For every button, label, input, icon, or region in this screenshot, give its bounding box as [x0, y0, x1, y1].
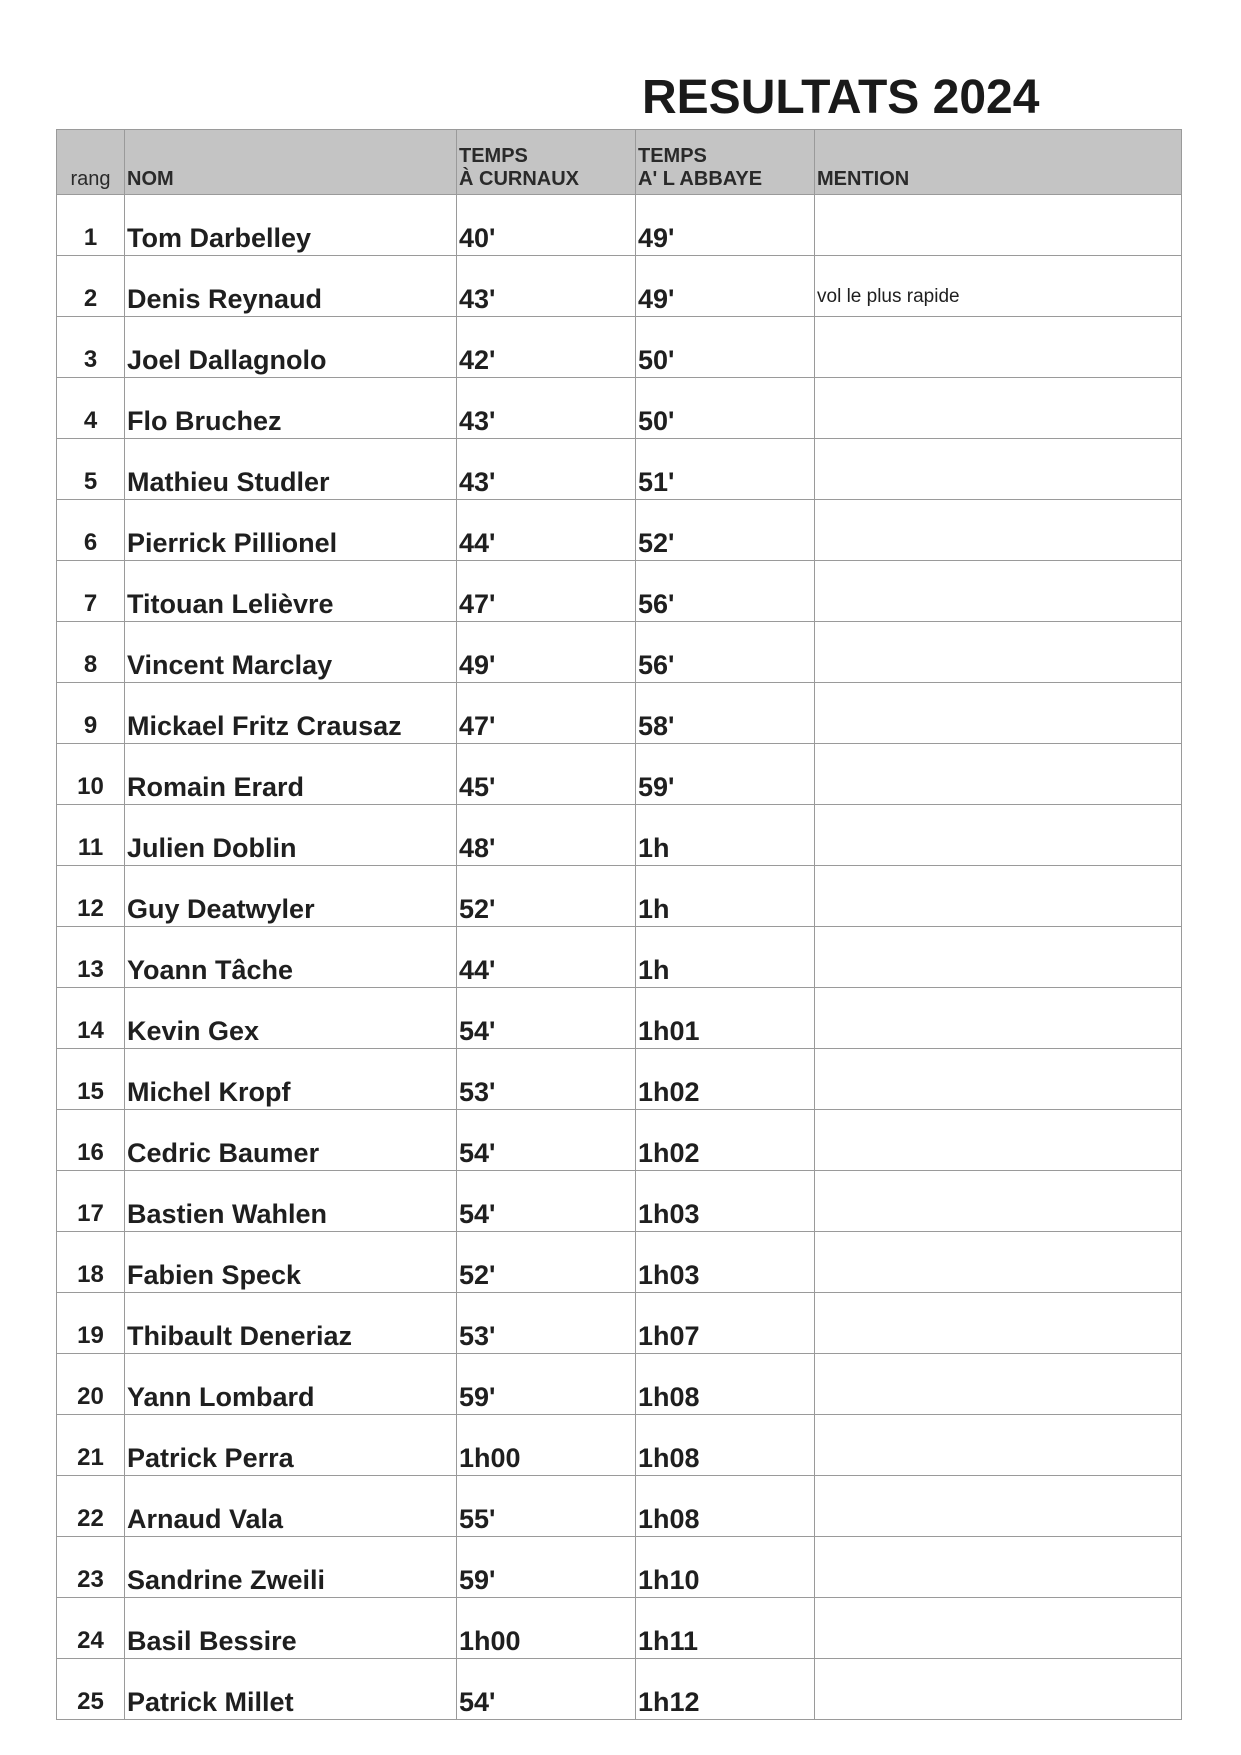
name-cell: Arnaud Vala	[125, 1476, 457, 1537]
time-curnaux-cell: 1h00	[457, 1415, 636, 1476]
rank-cell: 25	[57, 1659, 125, 1720]
rank-cell: 20	[57, 1354, 125, 1415]
time-abbaye-cell: 1h12	[636, 1659, 815, 1720]
rank-cell: 4	[57, 378, 125, 439]
table-row	[57, 500, 1182, 561]
mention-cell	[815, 1659, 1182, 1720]
time-curnaux-cell: 52'	[457, 1232, 636, 1293]
time-abbaye-cell: 52'	[636, 500, 815, 561]
time-curnaux-cell: 49'	[457, 622, 636, 683]
mention-cell	[815, 561, 1182, 622]
mention-cell	[815, 1293, 1182, 1354]
mention-cell	[815, 683, 1182, 744]
table-row	[57, 1293, 1182, 1354]
table-row	[57, 1598, 1182, 1659]
mention-cell	[815, 1415, 1182, 1476]
name-cell: Kevin Gex	[125, 988, 457, 1049]
name-cell: Fabien Speck	[125, 1232, 457, 1293]
time-abbaye-cell: 1h02	[636, 1049, 815, 1110]
time-abbaye-cell: 1h10	[636, 1537, 815, 1598]
name-cell: Thibault Deneriaz	[125, 1293, 457, 1354]
table-row	[57, 1110, 1182, 1171]
time-curnaux-cell: 47'	[457, 683, 636, 744]
time-curnaux-cell: 43'	[457, 378, 636, 439]
time-abbaye-cell: 1h01	[636, 988, 815, 1049]
table-row	[57, 866, 1182, 927]
name-cell: Vincent Marclay	[125, 622, 457, 683]
rank-cell: 22	[57, 1476, 125, 1537]
time-abbaye-cell: 1h02	[636, 1110, 815, 1171]
name-cell: Cedric Baumer	[125, 1110, 457, 1171]
time-abbaye-cell: 1h	[636, 805, 815, 866]
name-cell: Mathieu Studler	[125, 439, 457, 500]
mention-cell	[815, 622, 1182, 683]
name-cell: Mickael Fritz Crausaz	[125, 683, 457, 744]
mention-cell	[815, 1171, 1182, 1232]
time-abbaye-cell: 56'	[636, 561, 815, 622]
time-abbaye-cell: 1h11	[636, 1598, 815, 1659]
mention-cell	[815, 744, 1182, 805]
mention-cell	[815, 927, 1182, 988]
rank-cell: 18	[57, 1232, 125, 1293]
table-row	[57, 744, 1182, 805]
table-row	[57, 622, 1182, 683]
time-abbaye-cell: 1h08	[636, 1415, 815, 1476]
mention-cell	[815, 988, 1182, 1049]
name-cell: Joel Dallagnolo	[125, 317, 457, 378]
column-header-temps-abbaye	[636, 130, 815, 195]
column-header-temps-curnaux-line2: À CURNAUX	[459, 168, 579, 190]
time-curnaux-cell: 45'	[457, 744, 636, 805]
rank-cell: 21	[57, 1415, 125, 1476]
rank-cell: 10	[57, 744, 125, 805]
time-curnaux-cell: 44'	[457, 500, 636, 561]
time-abbaye-cell: 59'	[636, 744, 815, 805]
name-cell: Titouan Lelièvre	[125, 561, 457, 622]
rank-cell: 11	[57, 805, 125, 866]
time-curnaux-cell: 54'	[457, 1110, 636, 1171]
name-cell: Denis Reynaud	[125, 256, 457, 317]
rank-cell: 12	[57, 866, 125, 927]
time-abbaye-cell: 1h08	[636, 1354, 815, 1415]
mention-cell	[815, 439, 1182, 500]
mention-cell	[815, 1110, 1182, 1171]
mention-cell	[815, 1049, 1182, 1110]
mention-cell	[815, 1354, 1182, 1415]
time-curnaux-cell: 1h00	[457, 1598, 636, 1659]
time-curnaux-cell: 43'	[457, 439, 636, 500]
table-row	[57, 988, 1182, 1049]
time-abbaye-cell: 1h07	[636, 1293, 815, 1354]
name-cell: Julien Doblin	[125, 805, 457, 866]
time-curnaux-cell: 52'	[457, 866, 636, 927]
column-header-temps-abbaye-line1: TEMPS	[638, 145, 707, 167]
name-cell: Basil Bessire	[125, 1598, 457, 1659]
mention-cell	[815, 378, 1182, 439]
name-cell: Yann Lombard	[125, 1354, 457, 1415]
time-abbaye-cell: 50'	[636, 317, 815, 378]
mention-cell	[815, 866, 1182, 927]
time-curnaux-cell: 40'	[457, 195, 636, 256]
time-abbaye-cell: 1h	[636, 866, 815, 927]
results-body	[57, 195, 1182, 1720]
time-abbaye-cell: 1h	[636, 927, 815, 988]
time-curnaux-cell: 59'	[457, 1354, 636, 1415]
time-abbaye-cell: 50'	[636, 378, 815, 439]
column-header-temps-abbaye-line2: A' L ABBAYE	[638, 168, 763, 190]
time-abbaye-cell: 49'	[636, 256, 815, 317]
name-cell: Bastien Wahlen	[125, 1171, 457, 1232]
time-curnaux-cell: 48'	[457, 805, 636, 866]
rank-cell: 16	[57, 1110, 125, 1171]
mention-cell	[815, 1232, 1182, 1293]
name-cell: Sandrine Zweili	[125, 1537, 457, 1598]
time-curnaux-cell: 43'	[457, 256, 636, 317]
mention-cell	[815, 195, 1182, 256]
time-abbaye-cell: 51'	[636, 439, 815, 500]
results-table	[56, 129, 1182, 1720]
table-row	[57, 439, 1182, 500]
time-abbaye-cell: 1h03	[636, 1232, 815, 1293]
time-curnaux-cell: 44'	[457, 927, 636, 988]
table-row	[57, 805, 1182, 866]
time-curnaux-cell: 54'	[457, 988, 636, 1049]
mention-cell: vol le plus rapide	[815, 256, 1182, 317]
table-row	[57, 256, 1182, 317]
mention-cell	[815, 805, 1182, 866]
name-cell: Michel Kropf	[125, 1049, 457, 1110]
rank-cell: 13	[57, 927, 125, 988]
table-row	[57, 1415, 1182, 1476]
rank-cell: 17	[57, 1171, 125, 1232]
time-curnaux-cell: 53'	[457, 1293, 636, 1354]
time-curnaux-cell: 42'	[457, 317, 636, 378]
mention-cell	[815, 500, 1182, 561]
table-row	[57, 1232, 1182, 1293]
time-abbaye-cell: 1h08	[636, 1476, 815, 1537]
time-curnaux-cell: 47'	[457, 561, 636, 622]
time-curnaux-cell: 53'	[457, 1049, 636, 1110]
time-abbaye-cell: 58'	[636, 683, 815, 744]
name-cell: Romain Erard	[125, 744, 457, 805]
time-abbaye-cell: 1h03	[636, 1171, 815, 1232]
rank-cell: 23	[57, 1537, 125, 1598]
column-header-mention: MENTION	[815, 130, 1182, 195]
table-row	[57, 1537, 1182, 1598]
table-row	[57, 561, 1182, 622]
table-row	[57, 195, 1182, 256]
rank-cell: 7	[57, 561, 125, 622]
time-curnaux-cell: 54'	[457, 1171, 636, 1232]
rank-cell: 9	[57, 683, 125, 744]
time-curnaux-cell: 59'	[457, 1537, 636, 1598]
rank-cell: 1	[57, 195, 125, 256]
time-curnaux-cell: 54'	[457, 1659, 636, 1720]
table-row	[57, 683, 1182, 744]
name-cell: Yoann Tâche	[125, 927, 457, 988]
mention-cell	[815, 1476, 1182, 1537]
mention-cell	[815, 317, 1182, 378]
time-abbaye-cell: 56'	[636, 622, 815, 683]
table-row	[57, 378, 1182, 439]
rank-cell: 6	[57, 500, 125, 561]
rank-cell: 14	[57, 988, 125, 1049]
name-cell: Tom Darbelley	[125, 195, 457, 256]
rank-cell: 3	[57, 317, 125, 378]
column-header-temps-curnaux	[457, 130, 636, 195]
rank-cell: 19	[57, 1293, 125, 1354]
header-row	[57, 130, 1182, 195]
table-row	[57, 317, 1182, 378]
column-header-temps-curnaux-line1: TEMPS	[459, 145, 528, 167]
rank-cell: 24	[57, 1598, 125, 1659]
name-cell: Patrick Perra	[125, 1415, 457, 1476]
table-row	[57, 1049, 1182, 1110]
rank-cell: 2	[57, 256, 125, 317]
name-cell: Patrick Millet	[125, 1659, 457, 1720]
rank-cell: 5	[57, 439, 125, 500]
mention-cell	[815, 1537, 1182, 1598]
column-header-rang: rang	[57, 130, 125, 195]
rank-cell: 8	[57, 622, 125, 683]
name-cell: Pierrick Pillionel	[125, 500, 457, 561]
name-cell: Flo Bruchez	[125, 378, 457, 439]
table-row	[57, 1354, 1182, 1415]
rank-cell: 15	[57, 1049, 125, 1110]
table-row	[57, 927, 1182, 988]
table-row	[57, 1476, 1182, 1537]
page-title: RESULTATS 2024	[642, 71, 1040, 124]
name-cell: Guy Deatwyler	[125, 866, 457, 927]
column-header-nom: NOM	[125, 130, 457, 195]
table-row	[57, 1659, 1182, 1720]
time-curnaux-cell: 55'	[457, 1476, 636, 1537]
time-abbaye-cell: 49'	[636, 195, 815, 256]
mention-cell	[815, 1598, 1182, 1659]
table-row	[57, 1171, 1182, 1232]
